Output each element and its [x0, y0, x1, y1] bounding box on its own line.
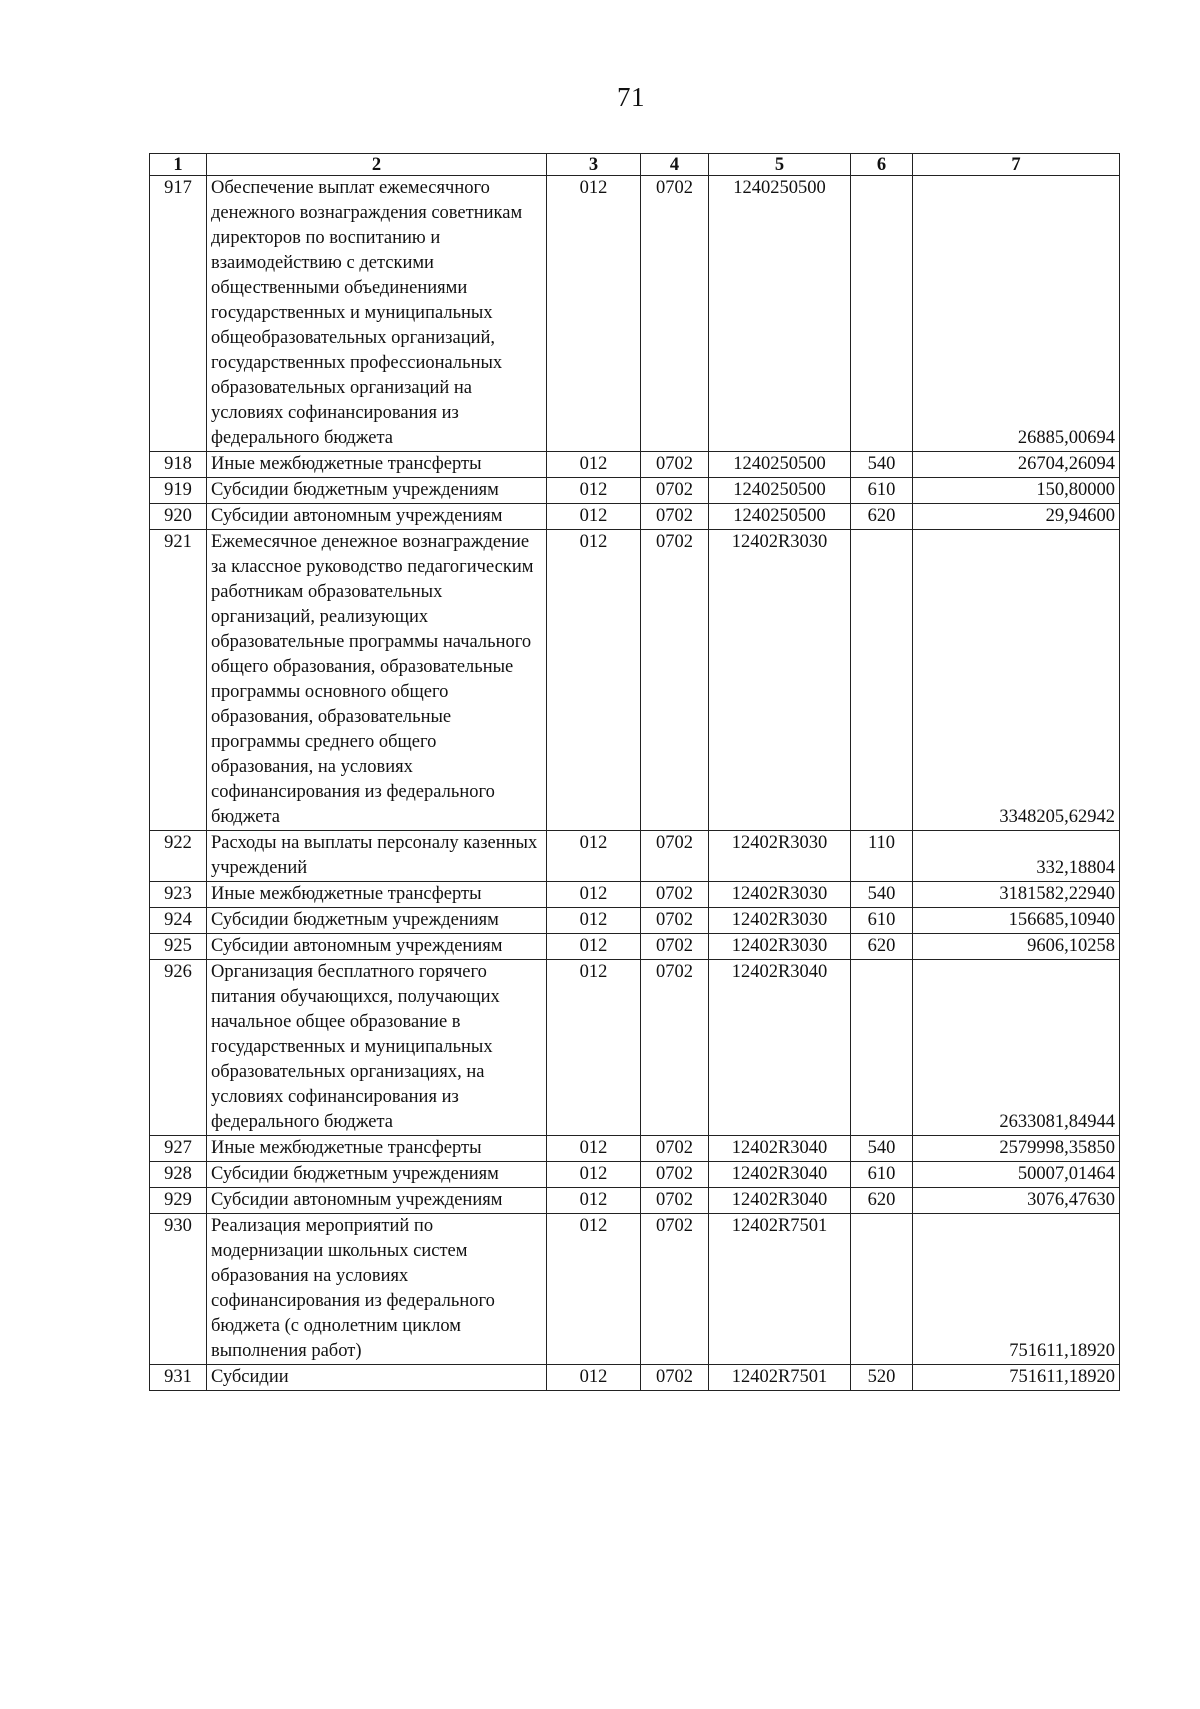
amount: 3348205,62942: [913, 530, 1120, 831]
expense-type-code: [851, 1214, 913, 1365]
ministry-code: 012: [547, 882, 641, 908]
section-code: 0702: [641, 452, 709, 478]
expense-type-code: 620: [851, 934, 913, 960]
header-row: [150, 154, 1120, 176]
row-number: 922: [150, 831, 207, 882]
amount: 156685,10940: [913, 908, 1120, 934]
table-row: [150, 908, 1120, 934]
amount: 150,80000: [913, 478, 1120, 504]
row-number: 926: [150, 960, 207, 1136]
expense-type-code: 620: [851, 1188, 913, 1214]
table-row: [150, 1214, 1120, 1365]
table-row: [150, 176, 1120, 452]
target-article-code: 12402R3040: [709, 1188, 851, 1214]
expense-name: Организация бесплатного горячего питания обучающихся, получающих начальное общее образование в государственных и муниципальных образовательных организациях, на условиях софинансирования из федерального бюджета: [207, 960, 547, 1136]
table-row: [150, 882, 1120, 908]
row-number: 931: [150, 1365, 207, 1391]
expense-name: Субсидии: [207, 1365, 547, 1391]
amount: 2579998,35850: [913, 1136, 1120, 1162]
target-article-code: 1240250500: [709, 478, 851, 504]
column-header: 5: [709, 154, 851, 176]
expense-name: Иные межбюджетные трансферты: [207, 452, 547, 478]
expense-type-code: 520: [851, 1365, 913, 1391]
expense-name: Субсидии автономным учреждениям: [207, 504, 547, 530]
amount: 26885,00694: [913, 176, 1120, 452]
target-article-code: 1240250500: [709, 452, 851, 478]
expense-type-code: 540: [851, 452, 913, 478]
row-number: 928: [150, 1162, 207, 1188]
section-code: 0702: [641, 882, 709, 908]
section-code: 0702: [641, 478, 709, 504]
section-code: 0702: [641, 1214, 709, 1365]
ministry-code: 012: [547, 1188, 641, 1214]
section-code: 0702: [641, 1162, 709, 1188]
expense-type-code: 110: [851, 831, 913, 882]
column-header: 4: [641, 154, 709, 176]
table-row: [150, 934, 1120, 960]
expense-name: Обеспечение выплат ежемесячного денежного вознаграждения советникам директоров по воспитанию и взаимодействию с детскими общественными объединениями государственных и муниципальных общеобразовательных организаций, государственных профессиональных образовательных организаций на условиях софинансирования из федерального бюджета: [207, 176, 547, 452]
target-article-code: 12402R3040: [709, 1136, 851, 1162]
amount: 2633081,84944: [913, 960, 1120, 1136]
target-article-code: 12402R7501: [709, 1365, 851, 1391]
expense-name: Субсидии бюджетным учреждениям: [207, 908, 547, 934]
table-row: [150, 452, 1120, 478]
table-row: [150, 960, 1120, 1136]
target-article-code: 12402R3040: [709, 960, 851, 1136]
ministry-code: 012: [547, 452, 641, 478]
expense-name: Субсидии автономным учреждениям: [207, 934, 547, 960]
row-number: 918: [150, 452, 207, 478]
target-article-code: 1240250500: [709, 176, 851, 452]
expense-type-code: 620: [851, 504, 913, 530]
row-number: 930: [150, 1214, 207, 1365]
row-number: 921: [150, 530, 207, 831]
row-number: 917: [150, 176, 207, 452]
ministry-code: 012: [547, 908, 641, 934]
ministry-code: 012: [547, 831, 641, 882]
column-header: 3: [547, 154, 641, 176]
ministry-code: 012: [547, 1162, 641, 1188]
table-row: [150, 478, 1120, 504]
column-header: 7: [913, 154, 1120, 176]
target-article-code: 12402R3030: [709, 908, 851, 934]
section-code: 0702: [641, 1365, 709, 1391]
row-number: 929: [150, 1188, 207, 1214]
section-code: 0702: [641, 1188, 709, 1214]
target-article-code: 1240250500: [709, 504, 851, 530]
amount: 50007,01464: [913, 1162, 1120, 1188]
amount: 751611,18920: [913, 1214, 1120, 1365]
section-code: 0702: [641, 1136, 709, 1162]
budget-table: [149, 153, 1120, 1391]
column-header: 1: [150, 154, 207, 176]
expense-name: Субсидии бюджетным учреждениям: [207, 1162, 547, 1188]
expense-type-code: [851, 530, 913, 831]
section-code: 0702: [641, 530, 709, 831]
expense-type-code: [851, 960, 913, 1136]
row-number: 920: [150, 504, 207, 530]
expense-name: Иные межбюджетные трансферты: [207, 882, 547, 908]
row-number: 927: [150, 1136, 207, 1162]
row-number: 924: [150, 908, 207, 934]
section-code: 0702: [641, 504, 709, 530]
amount: 26704,26094: [913, 452, 1120, 478]
target-article-code: 12402R3040: [709, 1162, 851, 1188]
target-article-code: 12402R3030: [709, 831, 851, 882]
amount: 3076,47630: [913, 1188, 1120, 1214]
section-code: 0702: [641, 960, 709, 1136]
table-row: [150, 1365, 1120, 1391]
expense-name: Иные межбюджетные трансферты: [207, 1136, 547, 1162]
expense-type-code: [851, 176, 913, 452]
ministry-code: 012: [547, 478, 641, 504]
ministry-code: 012: [547, 504, 641, 530]
amount: 9606,10258: [913, 934, 1120, 960]
target-article-code: 12402R7501: [709, 1214, 851, 1365]
expense-name: Субсидии бюджетным учреждениям: [207, 478, 547, 504]
amount: 3181582,22940: [913, 882, 1120, 908]
expense-name: Реализация мероприятий по модернизации школьных систем образования на условиях софинансирования из федерального бюджета (с однолетним циклом выполнения работ): [207, 1214, 547, 1365]
ministry-code: 012: [547, 934, 641, 960]
column-header: 2: [207, 154, 547, 176]
expense-name: Расходы на выплаты персоналу казенных учреждений: [207, 831, 547, 882]
row-number: 925: [150, 934, 207, 960]
ministry-code: 012: [547, 1136, 641, 1162]
section-code: 0702: [641, 934, 709, 960]
row-number: 923: [150, 882, 207, 908]
section-code: 0702: [641, 908, 709, 934]
ministry-code: 012: [547, 176, 641, 452]
target-article-code: 12402R3030: [709, 934, 851, 960]
ministry-code: 012: [547, 1365, 641, 1391]
ministry-code: 012: [547, 530, 641, 831]
ministry-code: 012: [547, 960, 641, 1136]
expense-type-code: 610: [851, 478, 913, 504]
table-row: [150, 1188, 1120, 1214]
target-article-code: 12402R3030: [709, 530, 851, 831]
table-row: [150, 831, 1120, 882]
row-number: 919: [150, 478, 207, 504]
expense-type-code: 540: [851, 882, 913, 908]
column-header: 6: [851, 154, 913, 176]
ministry-code: 012: [547, 1214, 641, 1365]
section-code: 0702: [641, 831, 709, 882]
expense-type-code: 610: [851, 1162, 913, 1188]
expense-name: Субсидии автономным учреждениям: [207, 1188, 547, 1214]
amount: 332,18804: [913, 831, 1120, 882]
table-row: [150, 530, 1120, 831]
expense-type-code: 540: [851, 1136, 913, 1162]
table-row: [150, 1162, 1120, 1188]
page-number: 71: [617, 82, 645, 112]
table-row: [150, 1136, 1120, 1162]
table-row: [150, 504, 1120, 530]
amount: 29,94600: [913, 504, 1120, 530]
section-code: 0702: [641, 176, 709, 452]
amount: 751611,18920: [913, 1365, 1120, 1391]
target-article-code: 12402R3030: [709, 882, 851, 908]
expense-name: Ежемесячное денежное вознаграждение за классное руководство педагогическим работникам образовательных организаций, реализующих образовательные программы начального общего образования, образовательные программы основного общего образования, образовательные программы среднего общего образования, на условиях софинансирования из федерального бюджета: [207, 530, 547, 831]
expense-type-code: 610: [851, 908, 913, 934]
